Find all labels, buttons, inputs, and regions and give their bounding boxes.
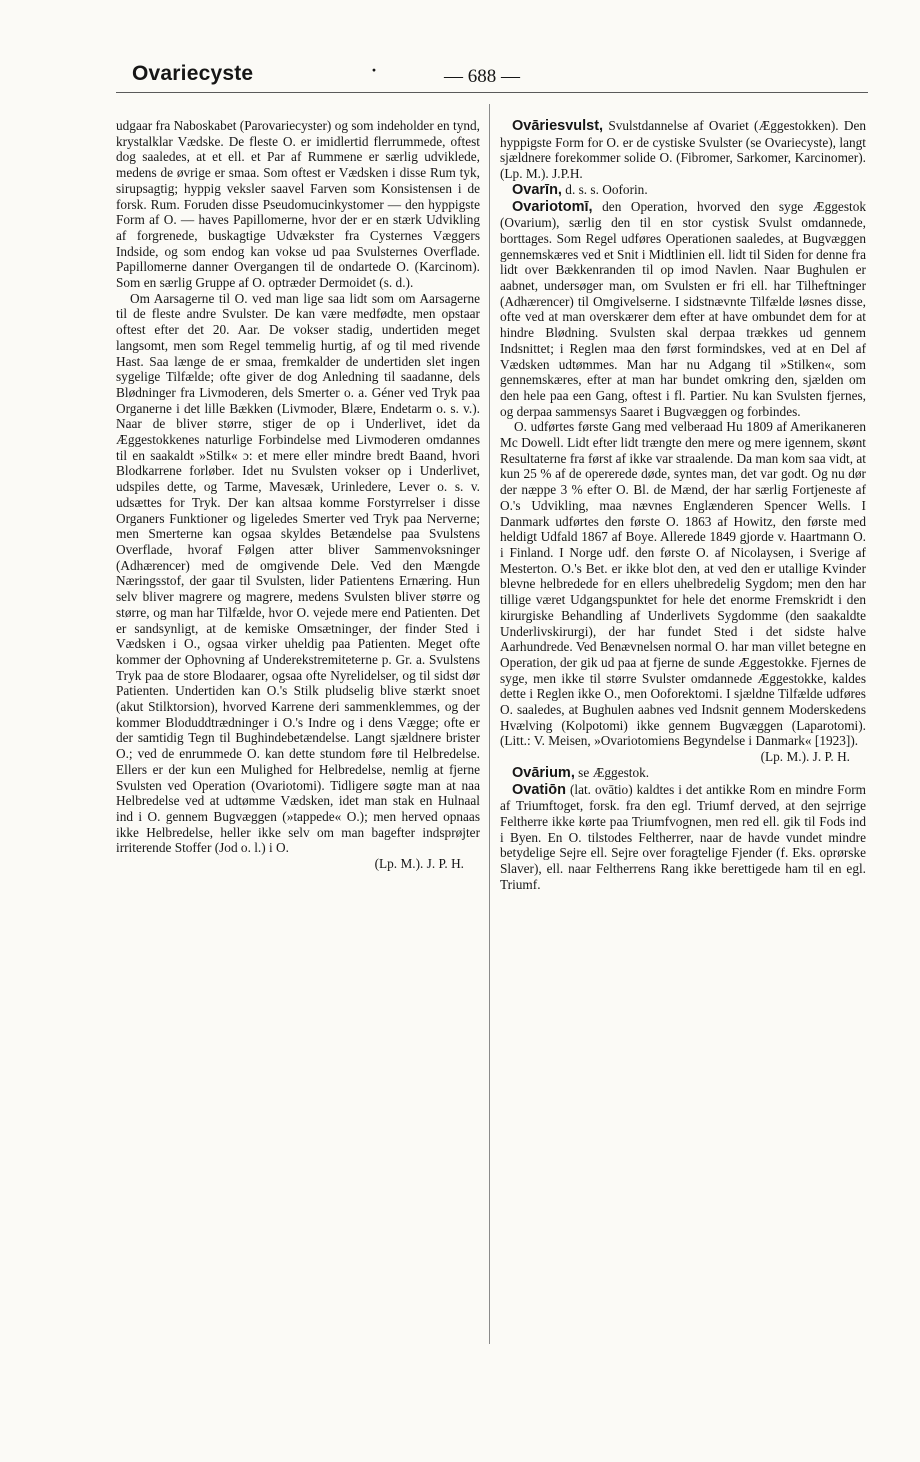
author-signature: (Lp. M.). J. P. H.	[374, 856, 464, 872]
paragraph-text: O. udførtes første Gang med velberaad Hu 1809 af Amerikaneren Mc Dowell. Lidt efter lidt trængte den mere og mere igennem, skønt Resultaterne fra først af ikke var straalende. Da man kom saa vidt, at kun 25 % af de opererede døde, syntes man, det var godt. Og nu dør der næppe 3 % efter O. Bl. de Mænd, der har særlig Fortjeneste af O.'s Udvikling, maa nævnes Englænderen Spencer Wells. I Danmark udførtes den første O. 1863 af Howitz, den første med heldigt Udfald 1867 af Boye. Allerede 1849 gjorde v. Haartmann O. i Finland. I Norge udf. den første O. af Nicolaysen, i Sverige af Mesterton. O.'s Bet. er ikke blot den, at ved den er utallige Kvinder blevne helbredede for en ellers uhelbredelig Sygdom; men den har tillige været Udgangspunktet for hele det enorme Fremskridt i den kirurgiske Behandling af Underlivets Sygdomme (den saakaldte Underlivskirurgi), der har fundet Sted i det sidste halve Aarhundrede. Ved Benævnelsen normal O. har man villet betegne en Operation, der gik ud paa at fjerne de sunde Æggestokke. Fjernes de syge, men ikke til større Svulster omdannede Æggestokke, kaldes dette i Reglen ikke O., men Ooforektomi. I sjældne Tilfælde udføres O. saaledes, at Bughulen aabnes ved Indsnit gennem Moderskedens Hvælving (Kolpotomi) ikke gennem Bugvæggen (Laparotomi). (Litt.: V. Meisen, »Ovariotomiens Begyndelse i Danmark« [1923]).	[500, 419, 866, 749]
entry-headword: Ovāriesvulst,	[512, 118, 604, 134]
entry-text: den Operation, hvorved den syge Æggestok (Ovarium), særlig den til en stor cystisk Svulst omdannede, borttages. Som Regel udføres Operationen saaledes, at Bugvæggen gennemskæres ved et Snit i Midtlinien ell. lidt til Siden for denne fra lidt over Bækkenranden til op imod Navlen. Naar Bughulen er aabnet, undersøger man, om Svulsten er fri ell. har Tilheftninger (Adhærencer) til Omgivelserne. I sidstnævnte Tilfælde løsnes disse, ofte ved at man overskærer dem efter at have ombundet dem for at hindre Blødning. Svulsten skal derpaa trækkes ud gennem Indsnittet; i Reglen maa den først formindskes, ved at en Del af Vædsken udtømmes. Man har nu Adgang til »Stilken«, som gennemskæres, efter at man har bundet omkring den, sjælden om den hele paa een Gang, oftest i fl. Partier. Nu kan Svulsten fjernes, og derpaa sammensys Saaret i Bugvæggen og forbindes.	[500, 198, 866, 419]
entry-text: d. s. s. Ooforin.	[561, 181, 648, 197]
paragraph-aarsagerne	[116, 291, 480, 872]
entry-headword: Ovariotomī,	[512, 198, 593, 215]
entry-headword: Ovārium,	[512, 764, 575, 781]
entry-ovariesvulst	[500, 118, 866, 182]
page-header	[116, 56, 868, 93]
entry-text: Svulstdannelse af Ovariet (Æggestokken). Den hyppigste Form for O. er de cystiske Svulster (se Ovariecyste), langt sjældnere forekommer solide O. (Fibromer, Sarkomer, Karcinomer). (Lp. M.). J.P.H.	[500, 118, 866, 182]
running-head: Ovariecyste	[132, 62, 254, 85]
entry-headword: Ovatiōn	[512, 781, 566, 798]
entry-text: (lat. ovātio) kaldtes i det antikke Rom en mindre Form af Triumftoget, forsk. fra den egl. Triumf derved, at den sejrrige Feltherre ikke kørte paa Triumfvognen, men red ell. gik til Fods ind i Byen. En O. tilstodes Feltherrer, naar de havde vundet mindre betydelige Sejre ell. Sejre over foragtelige Fjender (f. Eks. oprørske Slaver), ell. naar Feltherrens Rang ikke berettigede ham til en egl. Triumf.	[500, 781, 866, 892]
left-column	[116, 118, 480, 872]
column-divider	[489, 104, 490, 1344]
entry-ovarium	[500, 765, 866, 782]
paragraph-ovariotomi-history	[500, 419, 866, 764]
entry-ovariotomi	[500, 199, 866, 420]
page-number: — 688 —	[444, 66, 520, 87]
entry-text: se Æggestok.	[574, 764, 650, 780]
entry-headword: Ovarīn,	[512, 181, 562, 198]
paragraph-ovariecyste-continued: udgaar fra Naboskabet (Parovariecyster) og som indeholder en tynd, krystalklar Vædske. De fleste O. er imidlertid flerrummede, oftest dog saaledes, at et ell. et Par af Rummene er særlig udviklede, medens de øvrige er smaa. Som oftest er Vædsken i disse Rum tyk, sirupsagtig; hyppig veksler saavel Farven som Konsistensen i de forsk. Rum. Foruden disse Pseudomucinkystomer — den hyppigste Form af O. — haves Papillomerne, hvor der er en stærk Udvikling af forgrenede, buskagtige Udvækster fra Cysternes Væggers Indside, og som endog kan vokse ud paa Svulsternes Overflade. Papillomerne danner Overgangen til de ondartede O. (Karcinom). Som en særlig Gruppe af O. optræder Dermoidet (s. d.).	[116, 118, 480, 291]
header-dot: ·	[371, 60, 378, 80]
entry-ovarin	[500, 182, 866, 199]
paragraph-text: Om Aarsagerne til O. ved man lige saa lidt som om Aarsagerne til de fleste andre Svulster. De kan være medfødte, men opstaar oftest efter det 20. Aar. De vokser stadig, undertiden meget langsomt, men som Regel temmelig hurtig, af og til med rivende Hast. Saa længe de er smaa, fremkalder de undertiden slet ingen sygelige Tilfælde; ofte giver de dog Anledning til saadanne, dels Blødninger fra Livmoderen, dels Smerter o. a. Géner ved Tryk paa Organerne i det lille Bækken (Livmoder, Blære, Endetarm o. s. v.). Naar de bliver større, stiger de op i Underlivet, idet da Æggestokkenes naturlige Forbindelse med Livmoderen omdannes til en saakaldt »Stilk« ɔ: et mere eller mindre bredt Baand, hvori Blodkarrene forløber. Idet nu Svulsten vokser op i Underlivet, udspiles dette, og Tarme, Mavesæk, Urinledere, Lever o. s. v. udsættes for Tryk. Der kan altsaa komme Forstyrrelser i disse Organers Funktioner og ligeledes Smerter ved Tryk paa Nerverne; men Smerterne kan ogsaa skyldes Betændelse paa Svulstens Overflade, hvoraf Følgen atter bliver Sammenvoksninger (Adhærencer) med de omgivende Dele. Ved den Mængde Næringsstof, der gaar til Svulsten, lider Patientens Ernæring. Hun selv bliver magrere og magrere, medens Svulsten bliver større og større, og man har Tilfælde, hvor O. vejede mere end Patienten. Det er sandsynligt, at de kemiske Omsætninger, der finder Sted i Vædsken i O., ogsaa virker uheldig paa Patienten. Meget ofte kommer der Ophovning af Underekstremiteterne p. Gr. a. Svulstens Tryk paa de store Blodaarer, ogsaa ofte Nyrelidelser, og til sidst dør Patienten. Undertiden kan O.'s Stilk pludselig blive stærkt snoet (akut Stilktorsion), hvorved Karrene deri sammenklemmes, og der kommer Bloduddtrædninger i O.'s Indre og i dens Vægge; ofte er der samtidig Tegn til Bughindebetændelse. Langt sjældnere brister O.; ved de enrummede O. kan dette stundom føre til Helbredelse. Ellers er der kun een Mulighed for Helbredelse, nemlig at fjerne Svulsten ved Operation (Ovariotomi). Tidligere søgte man at naa Helbredelse ved at udtømme Vædsken, idet man stak en Hulnaal ind i O. gennem Bugvæggen (»tappede« O.); men herved opnaas ikke Helbredelse, heller ikke selv om man bagefter indsprøjter irriterende Stoffer (Jod o. l.) i O.	[116, 290, 480, 856]
right-column	[500, 118, 866, 892]
author-signature: (Lp. M.). J. P. H.	[760, 749, 850, 765]
entry-ovation	[500, 782, 866, 893]
